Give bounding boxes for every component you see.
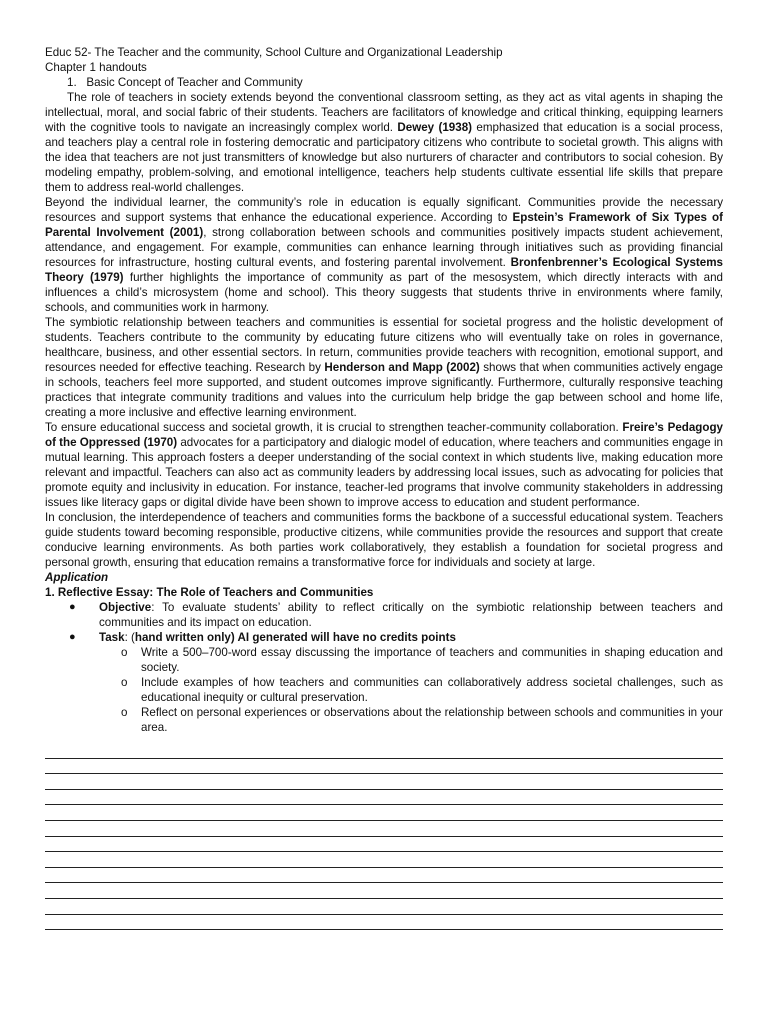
paragraph-text: , strong collaboration between schools and communities positively impacts student achievement, attendance, and engagement. For example, communities can enhance learning through initiatives such as providing financial resources for infrastructure, hosting cultural events, and fostering parental involvement. <box>45 226 723 269</box>
writing-line <box>45 759 723 775</box>
bullet-icon: ● <box>69 631 76 643</box>
chapter-label: Chapter 1 handouts <box>45 61 147 74</box>
essay-title: 1. Reflective Essay: The Role of Teachers and Communities <box>45 586 374 599</box>
course-title: Educ 52- The Teacher and the community, School Culture and Organizational Leadership <box>45 46 503 59</box>
paragraph-collaboration <box>45 420 723 510</box>
objective-text: : To evaluate students’ ability to reflect critically on the symbiotic relationship between teachers and communities and its impact on education. <box>99 601 723 629</box>
application-heading: Application <box>45 571 109 584</box>
writing-line <box>45 899 723 915</box>
section-heading <box>67 75 723 90</box>
paragraph-text: In conclusion, the interdependence of teachers and communities forms the backbone of a successful educational system. Teachers guide students toward becoming responsible, productive citizens, while communities provide the resources and support that create conducive learning environments. As both parties work collaboratively, they establish a foundation for societal progress and personal growth, ensuring that education remains a transformative force for individuals and society at large. <box>45 511 723 569</box>
citation-freire: Freire’s Pedagogy of the Oppressed (1970) <box>45 421 723 449</box>
writing-line <box>45 915 723 931</box>
paragraph-text: further highlights the importance of community as part of the mesosystem, which directly interacts with and influences a child’s microsystem (home and school). This theory suggests that students thrive in environments where family, schools, and communities work in harmony. <box>45 271 724 314</box>
objective-label: Objective <box>99 601 152 614</box>
task-subitem <box>121 645 723 675</box>
handout-body <box>45 45 723 930</box>
subitem-text: Reflect on personal experiences or observations about the relationship between schools and communities in your area. <box>141 706 723 734</box>
task-subitem <box>121 705 723 735</box>
paragraph-text: advocates for a participatory and dialogic model of education, where teachers and communities engage in mutual learning. This approach fosters a deeper understanding of the social context in which students live, making education more relevant and impactful. Teachers can also act as community leaders by addressing local issues, such as advocating for policies that promote equity and inclusivity in education. For instance, teacher-led programs that involve community stakeholders in addressing issues like literacy gaps or digital divide have been shown to improve access to education and student performance. <box>45 436 724 509</box>
task-item <box>67 630 723 735</box>
sub-bullet-icon: o <box>121 646 128 659</box>
writing-line <box>45 837 723 853</box>
paragraph-symbiotic-relationship <box>45 315 723 420</box>
writing-line <box>45 852 723 868</box>
objective-item <box>67 600 723 630</box>
writing-line <box>45 774 723 790</box>
writing-line <box>45 805 723 821</box>
bullet-icon: ● <box>69 601 76 613</box>
section-number: 1. <box>67 76 77 89</box>
writing-line <box>45 821 723 837</box>
answer-writing-lines <box>45 743 723 930</box>
sub-bullet-icon: o <box>121 706 128 719</box>
citation-dewey: Dewey (1938) <box>397 121 473 134</box>
task-text: : ( <box>124 631 135 644</box>
paragraph-text: shows that when communities actively engage in schools, teachers feel more supported, and student outcomes improve significantly. Furthermore, culturally responsive teaching practices that integrate community traditions and values into the curriculum help bridge the gap between school and home life, creating a more inclusive and effective learning environment. <box>45 361 723 419</box>
writing-line <box>45 790 723 806</box>
subitem-text: Include examples of how teachers and communities can collaboratively address societal challenges, such as educational inequity or cultural preservation. <box>141 676 723 704</box>
task-label: Task <box>99 631 125 644</box>
paragraph-text: emphasized that education is a social process, and teachers play a central role in fostering democratic and participatory citizens who contribute to societal growth. This aligns with the idea that teachers are not just transmitters of knowledge but also nurturers of character and contributors to social cohesion. By modeling empathy, problem-solving, and emotional intelligence, teachers help students cultivate essential life skills that prepare them to address real-world challenges. <box>45 121 724 194</box>
task-note: hand written only) AI generated will have no credits points <box>134 631 456 644</box>
writing-line <box>45 883 723 899</box>
paragraph-text: The symbiotic relationship between teachers and communities is essential for societal progress and the holistic development of students. Teachers contribute to the community by educating future citizens who will eventually take on roles in governance, healthcare, business, and other essential sectors. In return, communities provide teachers with recognition, emotional support, and resources needed for effective teaching. Research by <box>45 316 723 374</box>
writing-line <box>45 868 723 884</box>
sub-bullet-icon: o <box>121 676 128 689</box>
paragraph-community-role <box>45 195 723 315</box>
task-subitems <box>99 645 723 735</box>
subitem-text: Write a 500–700-word essay discussing the importance of teachers and communities in shaping education and society. <box>141 646 723 674</box>
paragraph-text: The role of teachers in society extends beyond the conventional classroom setting, as they act as vital agents in shaping the intellectual, moral, and social fabric of their students. Teachers are facilitators of knowledge and critical thinking, equipping learners with the cognitive tools to navigate an increasingly complex world. <box>45 91 723 134</box>
paragraph-text: To ensure educational success and societal growth, it is crucial to strengthen teacher-community collaboration. <box>45 421 623 434</box>
writing-line <box>45 743 723 759</box>
paragraph-conclusion <box>45 510 723 570</box>
citation-epstein: Epstein’s Framework of Six Types of Parental Involvement (2001) <box>45 211 723 239</box>
section-title: Basic Concept of Teacher and Community <box>86 76 303 89</box>
citation-bronfenbrenner: Bronfenbrenner’s Ecological Systems Theory (1979) <box>45 256 723 284</box>
essay-instructions <box>45 600 723 735</box>
task-subitem <box>121 675 723 705</box>
paragraph-teachers-role <box>45 90 723 195</box>
paragraph-text: Beyond the individual learner, the community’s role in education is equally significant. Communities provide the necessary resources and support systems that enhance the educational experience. According to <box>45 196 723 224</box>
citation-henderson-mapp: Henderson and Mapp (2002) <box>324 361 480 374</box>
